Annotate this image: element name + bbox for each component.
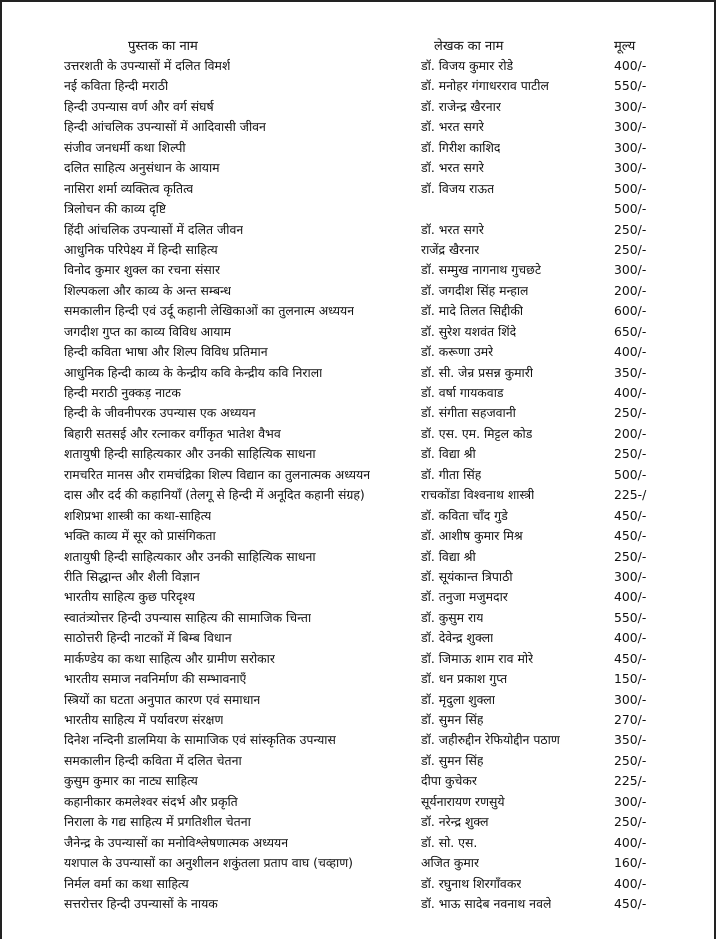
book-price: 400/- <box>614 344 647 360</box>
book-title: बिहारी सतसई और रत्नाकर वर्गीकृत भातेश वैभव <box>64 425 281 441</box>
book-price: 350/- <box>614 732 647 748</box>
book-author: डॉ. कविता चाँद गुडे <box>421 507 508 523</box>
book-title: समकालीन हिन्दी कविता में दलित चेतना <box>64 752 242 768</box>
book-title: हिन्दी कविता भाषा और शिल्प विविध प्रतिमान <box>64 344 268 360</box>
table-row <box>0 771 716 791</box>
book-author: डॉ. विद्या श्री <box>421 548 476 564</box>
book-price: 400/- <box>614 385 647 400</box>
table-row <box>0 874 716 894</box>
book-title: शिल्पकला और काव्य के अन्त सम्बन्ध <box>64 282 232 298</box>
book-title: शतायुषी हिन्दी साहित्यकार और उनकी साहित्यिक साधना <box>64 548 316 564</box>
book-price: 300/- <box>614 262 647 278</box>
book-title: दिनेश नन्दिनी डालमिया के सामाजिक एवं सांस्कृतिक उपन्यास <box>64 732 336 748</box>
table-row <box>0 853 716 873</box>
book-list <box>0 56 716 914</box>
table-row <box>0 281 716 301</box>
book-price: 500/- <box>614 201 647 217</box>
book-price: 300/- <box>614 119 647 135</box>
table-row <box>0 76 716 96</box>
book-author: डॉ. जिमाऊ शाम राव मोरे <box>421 650 534 666</box>
book-title: सत्तरोत्तर हिन्दी उपन्यासों के नायक <box>64 895 218 911</box>
book-price: 600/- <box>614 303 647 319</box>
book-title: कुसुम कुमार का नाट्य साहित्य <box>64 773 198 789</box>
book-title: दास और दर्द की कहानियाँ (तेलगू से हिन्दी में अनूदित कहानी संग्रह) <box>64 487 365 503</box>
book-author: राचकोंडा विश्वनाथ शास्त्री <box>421 487 535 503</box>
book-author: डॉ. धन प्रकाश गुप्त <box>421 671 508 687</box>
table-row <box>0 833 716 853</box>
table-row <box>0 322 716 342</box>
table-row <box>0 240 716 260</box>
table-row <box>0 485 716 505</box>
book-author: सूर्यनारायण रणसुये <box>421 793 505 809</box>
book-price: 160/- <box>614 855 647 871</box>
book-title: साठोत्तरी हिन्दी नाटकों में बिम्ब विधान <box>64 630 232 646</box>
book-price: 300/- <box>614 160 647 176</box>
book-price: 250/- <box>614 548 647 564</box>
book-author: डॉ. सी. जेन्र प्रसन्न कुमारी <box>421 364 534 380</box>
book-title: भारतीय साहित्य कुछ परिदृश्य <box>64 589 195 605</box>
table-row <box>0 812 716 832</box>
book-author: डॉ. जगदीश सिंह मन्हाल <box>421 282 529 298</box>
table-row <box>0 506 716 526</box>
book-title: हिन्दी मराठी नुक्कड़ नाटक <box>64 385 181 400</box>
header-author: लेखक का नाम <box>434 39 504 54</box>
book-title: दलित साहित्य अनुसंधान के आयाम <box>64 160 220 176</box>
table-row <box>0 669 716 689</box>
table-row <box>0 608 716 628</box>
book-author: डॉ. सुमन सिंह <box>421 712 484 727</box>
header-book-title: पुस्तक का नाम <box>128 39 198 54</box>
book-title: त्रिलोचन की काव्य दृष्टि <box>64 201 167 217</box>
book-title: रीति सिद्धान्त और शैली विज्ञान <box>64 568 200 584</box>
table-row <box>0 179 716 199</box>
book-price: 550/- <box>614 609 647 625</box>
book-price: 500/- <box>614 466 647 482</box>
book-price: 350/- <box>614 364 647 380</box>
book-author: डॉ. वर्षा गायकवाड <box>421 385 504 400</box>
book-price: 200/- <box>614 282 647 298</box>
book-title: उत्तरशती के उपन्यासों में दलित विमर्श <box>64 58 231 73</box>
book-title: हिन्दी उपन्यास वर्ण और वर्ग संघर्ष <box>64 98 214 114</box>
book-title: नासिरा शर्मा व्यक्तित्व कृतित्व <box>64 180 194 196</box>
book-author: डॉ. सो. एस. <box>421 834 478 850</box>
book-price: 225/- <box>614 773 647 789</box>
book-title: भारतीय समाज नवनिर्माण की सम्भावनाएँ <box>64 671 247 687</box>
book-author: डॉ. भाऊ सादेब नवनाथ नवले <box>421 895 552 911</box>
book-price: 400/- <box>614 58 647 73</box>
book-price: 250/- <box>614 241 647 257</box>
table-row <box>0 894 716 914</box>
table-row <box>0 424 716 444</box>
book-price: 550/- <box>614 78 647 94</box>
book-price: 250/- <box>614 446 647 462</box>
table-row <box>0 547 716 567</box>
book-author: डॉ. विजय राऊत <box>421 180 495 196</box>
book-title: भारतीय साहित्य में पर्यावरण संरक्षण <box>64 712 224 727</box>
book-author: डॉ. सम्मुख नागनाथ गुचछटे <box>421 262 542 278</box>
book-title: शतायुषी हिन्दी साहित्यकार और उनकी साहित्यिक साधना <box>64 446 316 462</box>
book-title: आधुनिक परिपेक्ष्य में हिन्दी साहित्य <box>64 241 218 257</box>
book-price: 400/- <box>614 630 647 646</box>
book-price: 250/- <box>614 405 647 421</box>
table-row <box>0 97 716 117</box>
book-price: 250/- <box>614 752 647 768</box>
book-author: डॉ. भरत सगरे <box>421 160 484 176</box>
book-author: डॉ. विजय कुमार रोडे <box>421 58 514 73</box>
header-price: मूल्य <box>614 39 636 54</box>
book-title: समकालीन हिन्दी एवं उर्दू कहानी लेखिकाओं का तुलनात्म अध्ययन <box>64 303 355 319</box>
book-author: डॉ. तनुजा मजुमदार <box>421 589 508 605</box>
book-author: डॉ. देवेन्द्र शुक्ला <box>421 630 494 646</box>
book-author: डॉ. सुमन सिंह <box>421 752 484 768</box>
book-price: 250/- <box>614 221 647 237</box>
book-title: भक्ति काव्य में सूर को प्रासंगिकता <box>64 528 216 544</box>
book-author: दीपा कुचेकर <box>421 773 477 789</box>
book-author: अजित कुमार <box>421 855 480 871</box>
table-row <box>0 649 716 669</box>
book-title: हिंदी आंचलिक उपन्यासों में दलित जीवन <box>64 221 244 237</box>
book-price: 150/- <box>614 671 647 687</box>
book-title: निराला के गद्य साहित्य में प्रगतिशील चेतना <box>64 814 251 830</box>
book-author: डॉ. नरेन्द्र शुक्ल <box>421 814 489 830</box>
book-author: डॉ. भरत सगरे <box>421 221 484 237</box>
table-row <box>0 301 716 321</box>
book-price: 400/- <box>614 589 647 605</box>
book-author: डॉ. गिरीश काशिद <box>421 139 501 155</box>
book-price: 650/- <box>614 323 647 339</box>
table-row <box>0 117 716 137</box>
book-author: डॉ. रघुनाथ शिरगाँवकर <box>421 875 522 891</box>
book-price: 450/- <box>614 507 647 523</box>
book-price: 450/- <box>614 528 647 544</box>
book-title: जगदीश गुप्त का काव्य विविध आयाम <box>64 323 232 339</box>
table-row <box>0 730 716 750</box>
table-row <box>0 444 716 464</box>
book-author: डॉ. कुसुम राय <box>421 609 484 625</box>
book-author: डॉ. जहीरुद्दीन रेफियोद्दीन पठाण <box>421 732 560 748</box>
book-title: कहानीकार कमलेश्वर संदर्भ और प्रकृति <box>64 793 238 809</box>
table-row <box>0 199 716 219</box>
book-author: डॉ. सुरेश यशवंत शिंदे <box>421 323 517 339</box>
table-row <box>0 342 716 362</box>
table-row <box>0 383 716 403</box>
book-title: शशिप्रभा शास्त्री का कथा-साहित्य <box>64 507 212 523</box>
book-title: हिन्दी आंचलिक उपन्यासों में आदिवासी जीवन <box>64 119 266 135</box>
table-row <box>0 751 716 771</box>
book-author: डॉ. करूणा उमरे <box>421 344 494 360</box>
book-author: राजेंद्र खैरनार <box>421 241 480 257</box>
book-price: 500/- <box>614 180 647 196</box>
table-row <box>0 138 716 158</box>
book-author: डॉ. राजेन्द्र खैरनार <box>421 98 501 114</box>
book-title: स्त्रियों का घटता अनुपात कारण एवं समाधान <box>64 691 261 707</box>
book-price: 300/- <box>614 793 647 809</box>
book-price: 400/- <box>614 834 647 850</box>
book-title: संजीव जनधर्मी कथा शिल्पी <box>64 139 186 155</box>
book-price: 200/- <box>614 425 647 441</box>
book-author: डॉ. आशीष कुमार मिश्र <box>421 528 523 544</box>
book-title: आधुनिक हिन्दी काव्य के केन्द्रीय कवि केन्द्रीय कवि निराला <box>64 364 323 380</box>
table-row <box>0 260 716 280</box>
book-title: जैनेन्द्र के उपन्यासों का मनोविश्लेषणात्मक अध्ययन <box>64 834 289 850</box>
table-row <box>0 56 716 76</box>
table-row <box>0 363 716 383</box>
book-title: रामचरित मानस और रामचंद्रिका शिल्प विद्यान का तुलनात्मक अध्ययन <box>64 466 371 482</box>
book-price: 300/- <box>614 568 647 584</box>
table-row <box>0 465 716 485</box>
table-row <box>0 710 716 730</box>
table-row <box>0 220 716 240</box>
book-author: डॉ. भरत सगरे <box>421 119 484 135</box>
book-title: विनोद कुमार शुक्ल का रचना संसार <box>64 262 221 278</box>
table-row <box>0 792 716 812</box>
book-author: डॉ. विद्या श्री <box>421 446 476 462</box>
book-price: 400/- <box>614 875 647 891</box>
book-author: डॉ. गीता सिंह <box>421 466 482 482</box>
book-title: नई कविता हिन्दी मराठी <box>64 78 169 94</box>
book-price: 270/- <box>614 712 647 727</box>
book-title: मार्कण्डेय का कथा साहित्य और ग्रामीण सरोकार <box>64 650 275 666</box>
table-header <box>0 36 716 56</box>
book-price: 250/- <box>614 814 647 830</box>
book-title: यशपाल के उपन्यासों का अनुशीलन शकुंतला प्रताप वाघ (चव्हाण) <box>64 855 353 871</box>
book-price: 300/- <box>614 139 647 155</box>
table-row <box>0 526 716 546</box>
book-author: डॉ. मनोहर गंगाधरराव पाटील <box>421 78 549 94</box>
book-price: 450/- <box>614 895 647 911</box>
book-author: डॉ. सूयंकान्त त्रिपाठी <box>421 568 513 584</box>
book-price: 300/- <box>614 98 647 114</box>
book-price: 450/- <box>614 650 647 666</box>
table-row <box>0 690 716 710</box>
table-row <box>0 158 716 178</box>
book-author: डॉ. मृदुला शुक्ला <box>421 691 496 707</box>
table-row <box>0 587 716 607</box>
book-author: डॉ. संगीता सहजवानी <box>421 405 516 421</box>
book-title: निर्मल वर्मा का कथा साहित्य <box>64 875 189 891</box>
table-row <box>0 403 716 423</box>
book-title: स्वातंत्र्योत्तर हिन्दी उपन्यास साहित्य की सामाजिक चिन्ता <box>64 609 312 625</box>
book-author: डॉ. एस. एम. मिट्टल कोड <box>421 425 533 441</box>
book-price: 300/- <box>614 691 647 707</box>
table-row <box>0 567 716 587</box>
table-row <box>0 628 716 648</box>
book-author: डॉ. मादे तिलत सिद्दीकी <box>421 303 524 319</box>
book-title: हिन्दी के जीवनीपरक उपन्यास एक अध्ययन <box>64 405 256 421</box>
book-price: 225-/ <box>614 487 647 503</box>
